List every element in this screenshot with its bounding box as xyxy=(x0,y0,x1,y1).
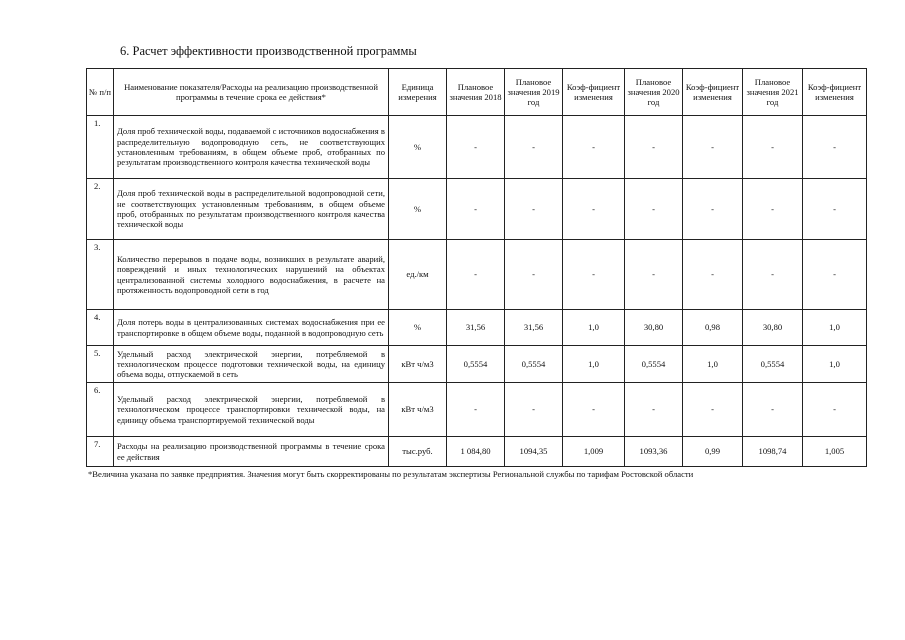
row-value: - xyxy=(683,179,743,240)
row-value: 30,80 xyxy=(625,310,683,346)
row-value: 31,56 xyxy=(447,310,505,346)
row-value: - xyxy=(563,179,625,240)
row-value: - xyxy=(625,240,683,310)
row-num: 7. xyxy=(87,437,114,467)
row-value: 1,0 xyxy=(683,346,743,383)
row-value: - xyxy=(743,240,803,310)
row-value: - xyxy=(505,383,563,437)
row-num: 5. xyxy=(87,346,114,383)
row-num: 2. xyxy=(87,179,114,240)
table-row xyxy=(87,437,867,467)
row-value: 1,0 xyxy=(563,346,625,383)
row-value: - xyxy=(803,116,867,179)
table-row xyxy=(87,383,867,437)
row-value: 1,0 xyxy=(803,310,867,346)
row-value: 30,80 xyxy=(743,310,803,346)
header-plan-2018: Плановое значения 2018 xyxy=(447,69,505,116)
row-value: 0,98 xyxy=(683,310,743,346)
header-plan-2019: Плановое значения 2019 год xyxy=(505,69,563,116)
row-value: - xyxy=(505,179,563,240)
row-value: 0,5554 xyxy=(447,346,505,383)
row-unit: ед./км xyxy=(389,240,447,310)
header-num: № п/п xyxy=(87,69,114,116)
row-num: 6. xyxy=(87,383,114,437)
table-row xyxy=(87,346,867,383)
row-unit: кВт ч/м3 xyxy=(389,383,447,437)
row-value: 0,5554 xyxy=(505,346,563,383)
row-value: - xyxy=(743,116,803,179)
row-value: - xyxy=(447,240,505,310)
table-row xyxy=(87,240,867,310)
row-name: Доля проб технической воды в распределительной водопроводной сети, не соответствующих установленным требованиям, в общем объеме проб, отобранных по результатам производственного контроля качества технической воды xyxy=(114,179,389,240)
row-value: 0,99 xyxy=(683,437,743,467)
row-value: 1,005 xyxy=(803,437,867,467)
row-unit: % xyxy=(389,116,447,179)
row-value: - xyxy=(625,179,683,240)
table-row xyxy=(87,179,867,240)
row-value: - xyxy=(803,383,867,437)
row-value: - xyxy=(563,240,625,310)
row-unit: кВт ч/м3 xyxy=(389,346,447,383)
header-plan-2021: Плановое значения 2021 год xyxy=(743,69,803,116)
row-value: - xyxy=(447,179,505,240)
row-unit: тыс.руб. xyxy=(389,437,447,467)
row-value: - xyxy=(683,240,743,310)
row-value: - xyxy=(803,240,867,310)
table-header-row xyxy=(87,69,867,116)
row-value: - xyxy=(563,116,625,179)
row-value: - xyxy=(743,179,803,240)
row-value: 1093,36 xyxy=(625,437,683,467)
row-value: - xyxy=(505,116,563,179)
row-unit: % xyxy=(389,310,447,346)
header-plan-2020: Плановое значения 2020 год xyxy=(625,69,683,116)
row-name: Расходы на реализацию производственной программы в течение срока ее действия xyxy=(114,437,389,467)
row-name: Доля потерь воды в централизованных системах водоснабжения при ее транспортировке в общем объеме воды, поданной в водопроводную сеть xyxy=(114,310,389,346)
row-value: - xyxy=(625,116,683,179)
row-name: Количество перерывов в подаче воды, возникших в результате аварий, повреждений и иных технологических нарушений на объектах централизованной системы холодного водоснабжения, в расчете на протяженность водопроводной сети в год xyxy=(114,240,389,310)
row-value: 1098,74 xyxy=(743,437,803,467)
row-value: 1 084,80 xyxy=(447,437,505,467)
row-name: Удельный расход электрической энергии, потребляемой в технологическом процессе подготовки технической воды, на единицу объема воды, отпускаемой в сеть xyxy=(114,346,389,383)
footnote: *Величина указана по заявке предприятия. Значения могут быть скорректированы по результатам экспертизы Региональной службы по тарифам Ростовской области xyxy=(88,469,694,479)
header-coef-2021: Коэф-фициент изменения xyxy=(803,69,867,116)
row-value: - xyxy=(683,383,743,437)
row-name: Доля проб технической воды, подаваемой с источников водоснабжения в распределительную водопроводную сеть, не соответствующих установленным требованиям, в общем объеме проб, отобранных по результатам производственного контроля качества технической воды xyxy=(114,116,389,179)
table-row xyxy=(87,116,867,179)
row-value: 31,56 xyxy=(505,310,563,346)
row-value: 1,009 xyxy=(563,437,625,467)
row-value: - xyxy=(447,116,505,179)
row-value: 0,5554 xyxy=(743,346,803,383)
row-num: 4. xyxy=(87,310,114,346)
section-title: 6. Расчет эффективности производственной программы xyxy=(120,44,417,58)
row-value: - xyxy=(803,179,867,240)
row-name: Удельный расход электрической энергии, потребляемой в технологическом процессе транспортировки технической воды, на единицу объема транспортируемой технической воды xyxy=(114,383,389,437)
row-value: - xyxy=(505,240,563,310)
row-value: - xyxy=(447,383,505,437)
row-value: - xyxy=(743,383,803,437)
row-value: 1,0 xyxy=(563,310,625,346)
row-value: 1094,35 xyxy=(505,437,563,467)
row-value: - xyxy=(625,383,683,437)
row-num: 3. xyxy=(87,240,114,310)
header-unit: Единица измерения xyxy=(389,69,447,116)
table-row xyxy=(87,310,867,346)
row-value: 0,5554 xyxy=(625,346,683,383)
row-unit: % xyxy=(389,179,447,240)
header-name: Наименование показателя/Расходы на реализацию производственной программы в течение срока ее действия* xyxy=(114,69,389,116)
row-value: 1,0 xyxy=(803,346,867,383)
row-value: - xyxy=(683,116,743,179)
header-coef-2019: Коэф-фициент изменения xyxy=(563,69,625,116)
efficiency-table xyxy=(86,68,867,467)
row-value: - xyxy=(563,383,625,437)
header-coef-2020: Коэф-фициент изменения xyxy=(683,69,743,116)
row-num: 1. xyxy=(87,116,114,179)
